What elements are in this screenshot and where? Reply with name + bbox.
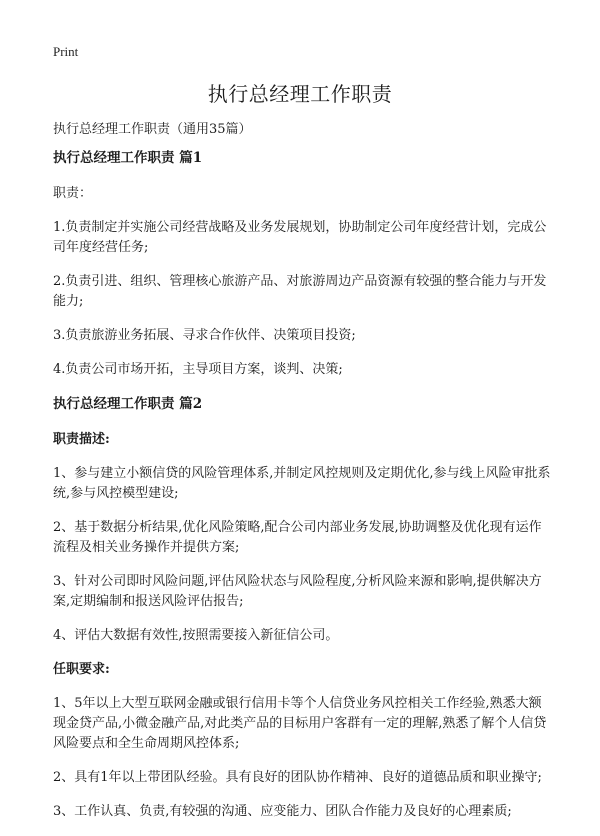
list-item: 1、5年以上大型互联网金融或银行信用卡等个人信贷业务风控相关工作经验,熟悉大额现金贷产品,小微金融产品,对此类产品的目标用户客群有一定的理解,熟悉了解个人信贷风险要点和全生命周期风控体系;: [53, 696, 547, 751]
document-title: 执行总经理工作职责: [207, 82, 393, 106]
list-item: 1.负责制定并实施公司经营战略及业务发展规划，协助制定公司年度经营计划，完成公司年度经营任务;: [53, 220, 547, 255]
section-label: 职责：: [53, 186, 93, 201]
document-body: [53, 148, 553, 836]
document-subtitle: 执行总经理工作职责（通用35篇）: [53, 122, 252, 137]
section-2: [53, 394, 553, 822]
section-1: [53, 148, 553, 380]
list-item: 4、评估大数据有效性,按照需要接入新征信公司。: [53, 628, 339, 643]
list-item: 3、工作认真、负责,有较强的沟通、应变能力、团队合作能力及良好的心理素质;: [53, 804, 512, 819]
list-item: 3、针对公司即时风险问题,评估风险状态与风险程度,分析风险来源和影响,提供解决方案,定期编制和报送风险评估报告;: [53, 574, 542, 609]
section-heading: 执行总经理工作职责 篇1: [53, 150, 203, 166]
section-label: 职责描述:: [53, 432, 110, 447]
print-link[interactable]: Print: [53, 44, 79, 59]
section-label: 任职要求:: [53, 662, 110, 677]
list-item: 4.负责公司市场开拓，主导项目方案，谈判、决策;: [53, 362, 343, 377]
list-item: 2.负责引进、组织、管理核心旅游产品、对旅游周边产品资源有较强的整合能力与开发能力;: [53, 274, 547, 309]
list-item: 1、参与建立小额信贷的风险管理体系,并制定风控规则及定期优化,参与线上风险审批系统,参与风控模型建设;: [53, 466, 551, 501]
list-item: 3.负责旅游业务拓展、寻求合作伙伴、决策项目投资;: [53, 328, 356, 343]
section-heading: 执行总经理工作职责 篇2: [53, 396, 203, 412]
list-item: 2、基于数据分析结果,优化风险策略,配合公司内部业务发展,协助调整及优化现有运作流程及相关业务操作并提供方案;: [53, 520, 542, 555]
list-item: 2、具有1年以上带团队经验。具有良好的团队协作精神、良好的道德品质和职业操守;: [53, 770, 542, 785]
